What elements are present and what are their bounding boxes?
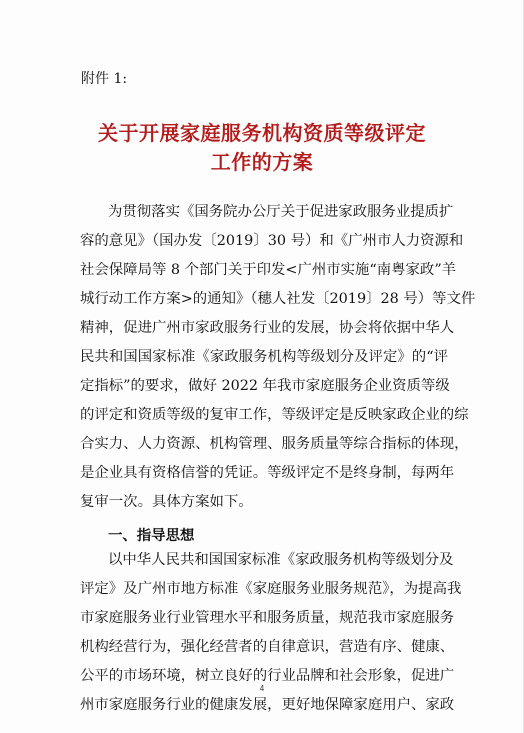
paragraph-line: 城行动工作方案>的通知》（穗人社发〔2019〕28 号）等文件 (80, 291, 476, 307)
paragraph-line: 州市家庭服务行业的健康发展，更好地保障家庭用户、家政 (80, 697, 455, 713)
document-title-line-2: 工作的方案 (210, 150, 314, 174)
paragraph-line: 合实力、人力资源、机构管理、服务质量等综合指标的体现， (80, 436, 469, 452)
paragraph-line: 民共和国国家标准《家政服务机构等级划分及评定》的“评 (80, 349, 448, 365)
paragraph-line: 评定》及广州市地方标准《家庭服务业服务规范》，为提高我 (80, 581, 462, 597)
paragraph-line: 复审一次。具体方案如下。 (80, 494, 253, 510)
paragraph-line: 社会保障局等 8 个部门关于印发<广州市实施“南粤家政”羊 (80, 262, 457, 278)
section-heading: 一、指导思想 (108, 528, 195, 544)
paragraph-line: 机构经营行为，强化经营者的自律意识，营造有序、健康、 (80, 639, 455, 655)
paragraph-line: 容的意见》（国办发〔2019〕30 号）和《广州市人力资源和 (80, 233, 464, 249)
paragraph-line: 为贯彻落实《国务院办公厅关于促进家政服务业提质扩 (108, 204, 454, 220)
paragraph-line: 精神，促进广州市家政服务行业的发展，协会将依据中华人 (80, 320, 455, 336)
document-title-line-1: 关于开展家庭服务机构资质等级评定 (98, 121, 426, 145)
paragraph-line: 是企业具有资格信誉的凭证。等级评定不是终身制，每两年 (80, 465, 455, 481)
paragraph-line: 公平的市场环境，树立良好的行业品牌和社会形象，促进广 (80, 668, 455, 684)
paragraph-line: 定指标”的要求，做好 2022 年我市家庭服务企业资质等级 (80, 378, 450, 394)
paragraph-line: 市家庭服务业行业管理水平和服务质量，规范我市家庭服务 (80, 610, 455, 626)
page-number: 4 (259, 684, 265, 693)
attachment-label: 附件 1: (81, 71, 128, 87)
paragraph-line: 的评定和资质等级的复审工作，等级评定是反映家政企业的综 (80, 407, 469, 423)
paragraph-line: 以中华人民共和国国家标准《家政服务机构等级划分及 (108, 552, 454, 568)
